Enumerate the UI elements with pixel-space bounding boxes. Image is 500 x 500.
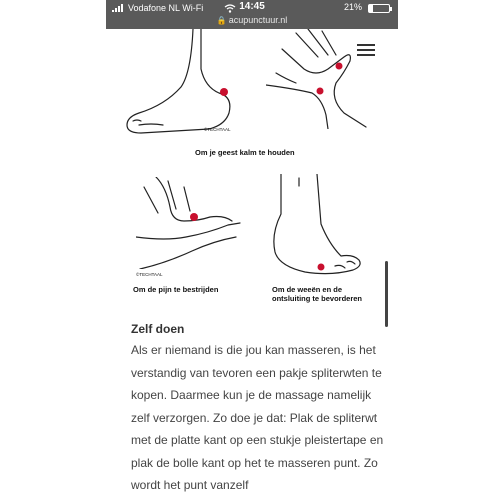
caption-calm: Om je geest kalm te houden	[195, 148, 295, 157]
illustration-hand-wrist	[266, 29, 371, 129]
illustration-hand-thumb	[136, 177, 241, 269]
caption-labor: Om de weeën en de ontsluiting te bevorderen	[272, 285, 363, 303]
article-heading: Zelf doen	[131, 322, 185, 336]
illustration-foot-ankle	[121, 29, 246, 139]
article-body: Als er niemand is die jou kan masseren, is het verstandig van tevoren een pakje spliterwten te kopen. Daarmee kun je de massage namelijk zelf verzorgen. Zo doe je dat: Plak de spliterwt met de platte kant op een stukje pleistertape en plak de bolle kant op het te masseren punt. Zo wordt het punt vanzelf	[131, 343, 384, 492]
url-text: acupunctuur.nl	[228, 15, 288, 25]
battery-percentage: 21%	[343, 2, 362, 12]
page-content	[106, 29, 398, 500]
status-time: 14:45	[239, 1, 265, 12]
battery-icon	[368, 4, 390, 13]
address-bar[interactable]	[106, 15, 398, 25]
caption-pain: Om de pijn te bestrijden	[133, 285, 219, 294]
scrollbar[interactable]	[385, 261, 388, 327]
lock-icon: 🔒	[216, 16, 227, 25]
carrier-name: Vodafone NL Wi-Fi	[128, 3, 204, 13]
illustration-credit: ©TECHTAAL	[204, 127, 231, 132]
status-bar	[106, 0, 398, 29]
illustration-credit-2: ©TECHTAAL	[136, 272, 163, 277]
illustration-foot-toe	[271, 174, 371, 279]
